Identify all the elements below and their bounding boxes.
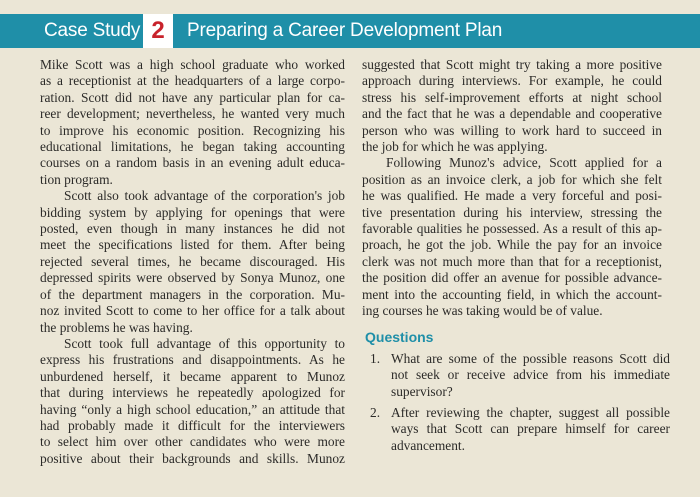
text-line: the position did offer an avenue for possible advance- — [362, 270, 662, 286]
text-line: posted, even though in many instances he did not — [40, 221, 345, 237]
question-text — [391, 405, 670, 454]
question-number: 1. — [370, 351, 381, 366]
question-text — [391, 351, 670, 400]
case-study-header — [0, 14, 700, 48]
text-line: clerk was not much more than that for a receptionist, — [362, 253, 662, 269]
text-line: ration. Scott did not have any particular plan for ca- — [40, 89, 345, 105]
text-line: tive presentation during his interview, stressing the — [362, 204, 662, 220]
text-line: and the fact that he was a dependable and cooperative — [362, 106, 662, 122]
case-text-right-column — [362, 57, 662, 320]
text-line: approach during interviews. For example, he could — [362, 73, 662, 89]
text-line: positive about their backgrounds and skills. Munoz — [40, 450, 345, 466]
text-line: Scott took full advantage of this opportunity to — [64, 335, 345, 351]
text-line: supervisor? — [391, 383, 453, 399]
case-study-title: Preparing a Career Development Plan — [187, 20, 503, 41]
questions-heading: Questions — [365, 329, 434, 345]
text-line: ing courses he was taking would be of value. — [362, 303, 603, 319]
text-line: that during interviews he repeatedly apologized for — [40, 385, 345, 401]
text-line: reer development; nevertheless, he wanted very much — [40, 106, 345, 122]
text-line: proach, he got the job. While the pay for an invoice — [362, 237, 662, 253]
text-line: Following Munoz's advice, Scott applied for a — [386, 155, 662, 171]
text-line: courses on a random basis in an evening adult educa- — [40, 155, 345, 171]
text-line: suggested that Scott might try taking a more positive — [362, 57, 662, 72]
text-line: advancement. — [391, 437, 465, 453]
text-line: as a receptionist at the headquarters of a large corpo- — [40, 73, 345, 89]
text-line: Scott also took advantage of the corporation's job — [64, 188, 345, 204]
text-line: educational limitations, he began taking accounting — [40, 139, 345, 155]
text-line: depressed spirits were observed by Sonya Munoz, one — [40, 270, 345, 286]
case-study-label: Case Study — [44, 20, 141, 41]
text-line: he was qualified. He made a very forceful and posi- — [362, 188, 662, 204]
text-line: person who was willing to work hard to succeed in — [362, 122, 662, 138]
text-line: What are some of the possible reasons Scott did — [391, 351, 670, 366]
text-line: the job for which he was applying. — [362, 139, 548, 155]
text-line: bidding system by applying for openings that were — [40, 204, 345, 220]
text-line: of the department managers in the corporation. Mu- — [40, 286, 345, 302]
text-line: After reviewing the chapter, suggest all possible — [391, 405, 670, 420]
text-line: to select him over other candidates who were more — [40, 434, 345, 450]
text-line: rejected several times, he became discouraged. His — [40, 253, 345, 269]
text-line: ment into the accounting field, in which the account- — [362, 286, 662, 302]
text-line: stress his self-improvement efforts at night school — [362, 89, 662, 105]
text-line: position as an invoice clerk, a job for which she felt — [362, 171, 662, 187]
question-number: 2. — [370, 405, 381, 420]
text-line: having “only a high school education,” an attitude that — [40, 401, 345, 417]
text-line: Mike Scott was a high school graduate who worked — [40, 57, 345, 72]
text-line: the problems he was having. — [40, 319, 193, 335]
text-line: ways that Scott can prepare himself for career — [391, 421, 670, 437]
text-line: tion program. — [40, 171, 113, 187]
text-line: meet the specifications listed for them. After being — [40, 237, 345, 253]
text-line: noz invited Scott to come to her office for a talk about — [40, 303, 345, 319]
text-line: to improve his economic position. Recognizing his — [40, 122, 345, 138]
text-line: favorable qualities he possessed. As a result of this ap- — [362, 221, 662, 237]
text-line: not seek or receive advice from his immediate — [391, 367, 670, 383]
text-line: had probably made it difficult for the interviewers — [40, 417, 345, 433]
text-line: unburdened herself, it became apparent to Munoz — [40, 368, 345, 384]
case-text-left-column — [40, 57, 345, 467]
text-line: express his frustrations and disappointments. As he — [40, 352, 345, 368]
case-study-number: 2 — [143, 14, 173, 48]
